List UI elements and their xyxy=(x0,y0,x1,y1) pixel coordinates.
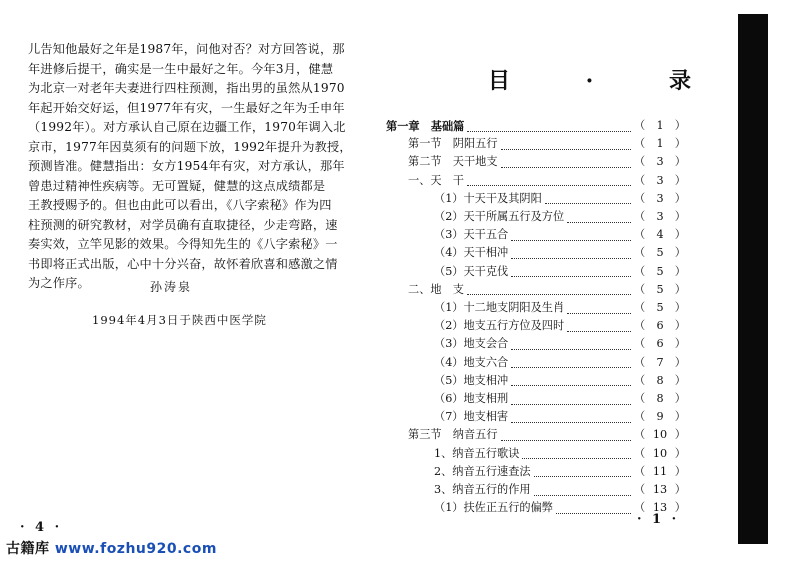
toc-leader-dots xyxy=(511,375,631,386)
toc-page-number: 10 xyxy=(652,428,668,442)
toc-entry[interactable] xyxy=(386,445,686,463)
toc-leader-dots xyxy=(511,339,631,350)
toc-page-number: 11 xyxy=(652,464,668,478)
toc-leader-dots xyxy=(534,466,631,477)
toc-entry-label: （3）天干五合 xyxy=(434,228,509,242)
toc-entry-label: 2、纳音五行速查法 xyxy=(434,464,531,478)
toc-leader-dots xyxy=(556,503,631,514)
toc-entry-page: （ 8 ） xyxy=(634,390,686,408)
toc-entry-label: 一、天 干 xyxy=(408,173,464,187)
toc-entry-page: （ 3 ） xyxy=(634,153,686,171)
toc-page-number: 1 xyxy=(656,119,664,132)
signature-date: 1994年4月3日于陕西中医学院 xyxy=(92,313,267,327)
toc-page-number: 5 xyxy=(656,264,664,278)
toc-entry-label: （1）十二地支阴阳及生肖 xyxy=(434,301,565,314)
toc-leader-dots xyxy=(567,321,631,332)
toc-entry-label: （2）天干所属五行及方位 xyxy=(434,210,565,223)
toc-entry[interactable] xyxy=(386,153,686,171)
paragraph-line: 儿告知他最好之年是1987年，问他对否？对方回答说，那 xyxy=(28,42,345,56)
toc-leader-dots xyxy=(511,248,631,259)
toc-title: 目 · 录 xyxy=(488,68,725,94)
watermark-site-name: 古籍库 xyxy=(6,541,50,557)
paragraph-line: （1992年）。对方承认自己原在边疆工作，1970年调入北 xyxy=(28,120,346,134)
paragraph-line: 京市，1977年因莫须有的问题下放，1992年提升为教授， xyxy=(28,139,352,154)
toc-entry[interactable] xyxy=(386,281,686,299)
toc-entry-page: （ 5 ） xyxy=(634,263,686,281)
toc-entry[interactable] xyxy=(386,117,686,135)
toc-entry-label: 第二节 天干地支 xyxy=(408,155,498,169)
toc-entry-label: （2）地支五行方位及四时 xyxy=(434,319,565,333)
toc-entry[interactable] xyxy=(386,354,686,372)
paragraph-line: 曾患过精神性疾病等。无可置疑，健慧的这点成绩都是 xyxy=(28,178,326,193)
toc-entry-page: （ 3 ） xyxy=(634,172,686,190)
toc-entry[interactable] xyxy=(386,463,686,481)
watermark xyxy=(6,538,217,558)
toc-entry-label: 第一章 基础篇 xyxy=(386,119,465,133)
toc-page-number: 3 xyxy=(656,191,664,205)
toc-entry-page: （ 11 ） xyxy=(634,463,686,481)
toc-entry[interactable] xyxy=(386,190,686,208)
toc-leader-dots xyxy=(567,303,631,314)
toc-entry-label: （4）地支六合 xyxy=(434,355,509,369)
toc-entry[interactable] xyxy=(386,208,686,226)
paragraph-line: 王教授赐予的。但也由此可以看出，《八字索秘》作为四 xyxy=(28,198,332,212)
toc-page-number: 5 xyxy=(656,282,664,296)
toc-entry-page: （ 5 ） xyxy=(634,299,686,317)
toc-entry-page: （ 1 ） xyxy=(634,117,686,135)
toc-entry-page: （ 7 ） xyxy=(634,354,686,372)
toc-entry-label: 第一节 阴阳五行 xyxy=(408,137,498,151)
toc-entry-page: （ 10 ） xyxy=(634,445,686,463)
toc-leader-dots xyxy=(511,266,631,277)
toc-entry-page: （ 3 ） xyxy=(634,190,686,208)
toc-entry[interactable] xyxy=(386,299,686,317)
toc-leader-dots xyxy=(511,394,631,405)
toc-entry-page: （ 13 ） xyxy=(634,481,686,499)
toc-leader-dots xyxy=(501,157,631,168)
toc-page-number: 5 xyxy=(656,246,664,260)
toc-leader-dots xyxy=(511,230,631,241)
toc-leader-dots xyxy=(534,485,631,496)
toc-entry-label: （4）天干相冲 xyxy=(434,246,509,260)
paragraph-line: 为北京一对老年夫妻进行四柱预测，指出男的虽然从1970 xyxy=(28,81,345,95)
toc-page-number: 3 xyxy=(656,173,664,187)
toc-page-number: 6 xyxy=(656,337,664,351)
toc-leader-dots xyxy=(522,448,631,459)
toc-leader-dots xyxy=(467,284,631,295)
toc-entry-page: （ 6 ） xyxy=(634,335,686,353)
toc-entry[interactable] xyxy=(386,244,686,262)
toc-entry-label: 3、纳音五行的作用 xyxy=(434,483,531,496)
toc-entry-label: （6）地支相刑 xyxy=(434,392,509,405)
toc-entry-page: （ 13 ） xyxy=(634,499,686,517)
toc-leader-dots xyxy=(467,121,631,132)
toc-page-number: 6 xyxy=(656,319,664,333)
toc-entry-label: （3）地支会合 xyxy=(434,337,509,351)
author-signature: 孙涛泉 xyxy=(150,280,193,294)
paragraph-line: 为之作序。 xyxy=(28,276,90,290)
toc-entry-label: （5）地支相冲 xyxy=(434,373,509,387)
toc-leader-dots xyxy=(545,193,631,204)
toc-page-number: 10 xyxy=(652,446,668,460)
toc-page-number: 13 xyxy=(652,501,668,515)
toc-entry-page: （ 3 ） xyxy=(634,208,686,226)
toc-entry-page: （ 5 ） xyxy=(634,281,686,299)
watermark-url: www.fozhu920.com xyxy=(54,541,217,557)
toc-entry-page: （ 6 ） xyxy=(634,317,686,335)
scan-edge-bar xyxy=(738,14,768,544)
toc-entry-page: （ 10 ） xyxy=(634,426,686,444)
toc-page-number: 9 xyxy=(656,410,664,424)
toc-page-number: 4 xyxy=(656,228,664,242)
toc-entry-page: （ 5 ） xyxy=(634,244,686,262)
paragraph-line: 奏实效，立竿见影的效果。今得知先生的《八字索秘》一 xyxy=(28,237,338,251)
toc-entry-page: （ 8 ） xyxy=(634,372,686,390)
toc-page-number: 13 xyxy=(652,483,668,496)
page-number-left: · 4 · xyxy=(20,520,63,535)
toc-entry[interactable] xyxy=(386,226,686,244)
toc-entry-label: （5）天干克伐 xyxy=(434,264,509,278)
toc-entry-label: 1、纳音五行歌诀 xyxy=(434,446,520,460)
toc-entry-label: 二、地 支 xyxy=(408,282,464,296)
toc-entry[interactable] xyxy=(386,390,686,408)
paragraph-line: 年起开始交好运，但1977年有灾，一生最好之年为壬申年 xyxy=(28,100,345,115)
toc-entry-label: 第三节 纳音五行 xyxy=(408,428,498,442)
toc-page-number: 8 xyxy=(656,392,664,405)
preface-paragraph xyxy=(28,40,363,294)
left-page xyxy=(28,40,363,294)
toc-page-number: 8 xyxy=(656,373,664,387)
paragraph-line: 预测皆准。健慧指出：女方1954年有灾，对方承认，那年 xyxy=(28,159,345,173)
toc-entry-page: （ 4 ） xyxy=(634,226,686,244)
page-number-right: · 1 · xyxy=(637,512,680,527)
toc-entry[interactable] xyxy=(386,335,686,353)
toc-entry[interactable] xyxy=(386,372,686,390)
toc-entry-page: （ 1 ） xyxy=(634,135,686,153)
toc-entry[interactable] xyxy=(386,263,686,281)
toc-leader-dots xyxy=(567,212,631,223)
toc-leader-dots xyxy=(501,139,631,150)
toc-leader-dots xyxy=(467,175,631,186)
paragraph-line: 书即将正式出版，心中十分兴奋，故怀着欣喜和感激之情 xyxy=(28,256,338,271)
toc-page-number: 7 xyxy=(656,355,664,369)
toc-page-number: 3 xyxy=(656,155,664,169)
toc-entry-label: （1）十天干及其阴阳 xyxy=(434,191,542,205)
toc-entry[interactable] xyxy=(386,426,686,444)
toc-entry[interactable] xyxy=(386,172,686,190)
toc-page-number: 1 xyxy=(656,137,664,151)
toc-leader-dots xyxy=(511,412,631,423)
toc-entry-page: （ 9 ） xyxy=(634,408,686,426)
toc-leader-dots xyxy=(511,357,631,368)
toc-page-number: 3 xyxy=(656,210,664,223)
toc-entry[interactable] xyxy=(386,481,686,499)
toc-page-number: 5 xyxy=(656,301,664,314)
paragraph-line: 年进修后提干，确实是一生中最好之年。今年3月，健慧 xyxy=(28,61,334,76)
toc-entry[interactable] xyxy=(386,135,686,153)
toc-entry-label: （1）扶佐正五行的偏弊 xyxy=(434,501,553,515)
toc-entry[interactable] xyxy=(386,408,686,426)
toc-leader-dots xyxy=(501,430,631,441)
toc-entry[interactable] xyxy=(386,317,686,335)
toc-entry-label: （7）地支相害 xyxy=(434,410,509,424)
paragraph-line: 柱预测的研究教材，对学员确有直取捷径，少走弯路，速 xyxy=(28,217,338,232)
